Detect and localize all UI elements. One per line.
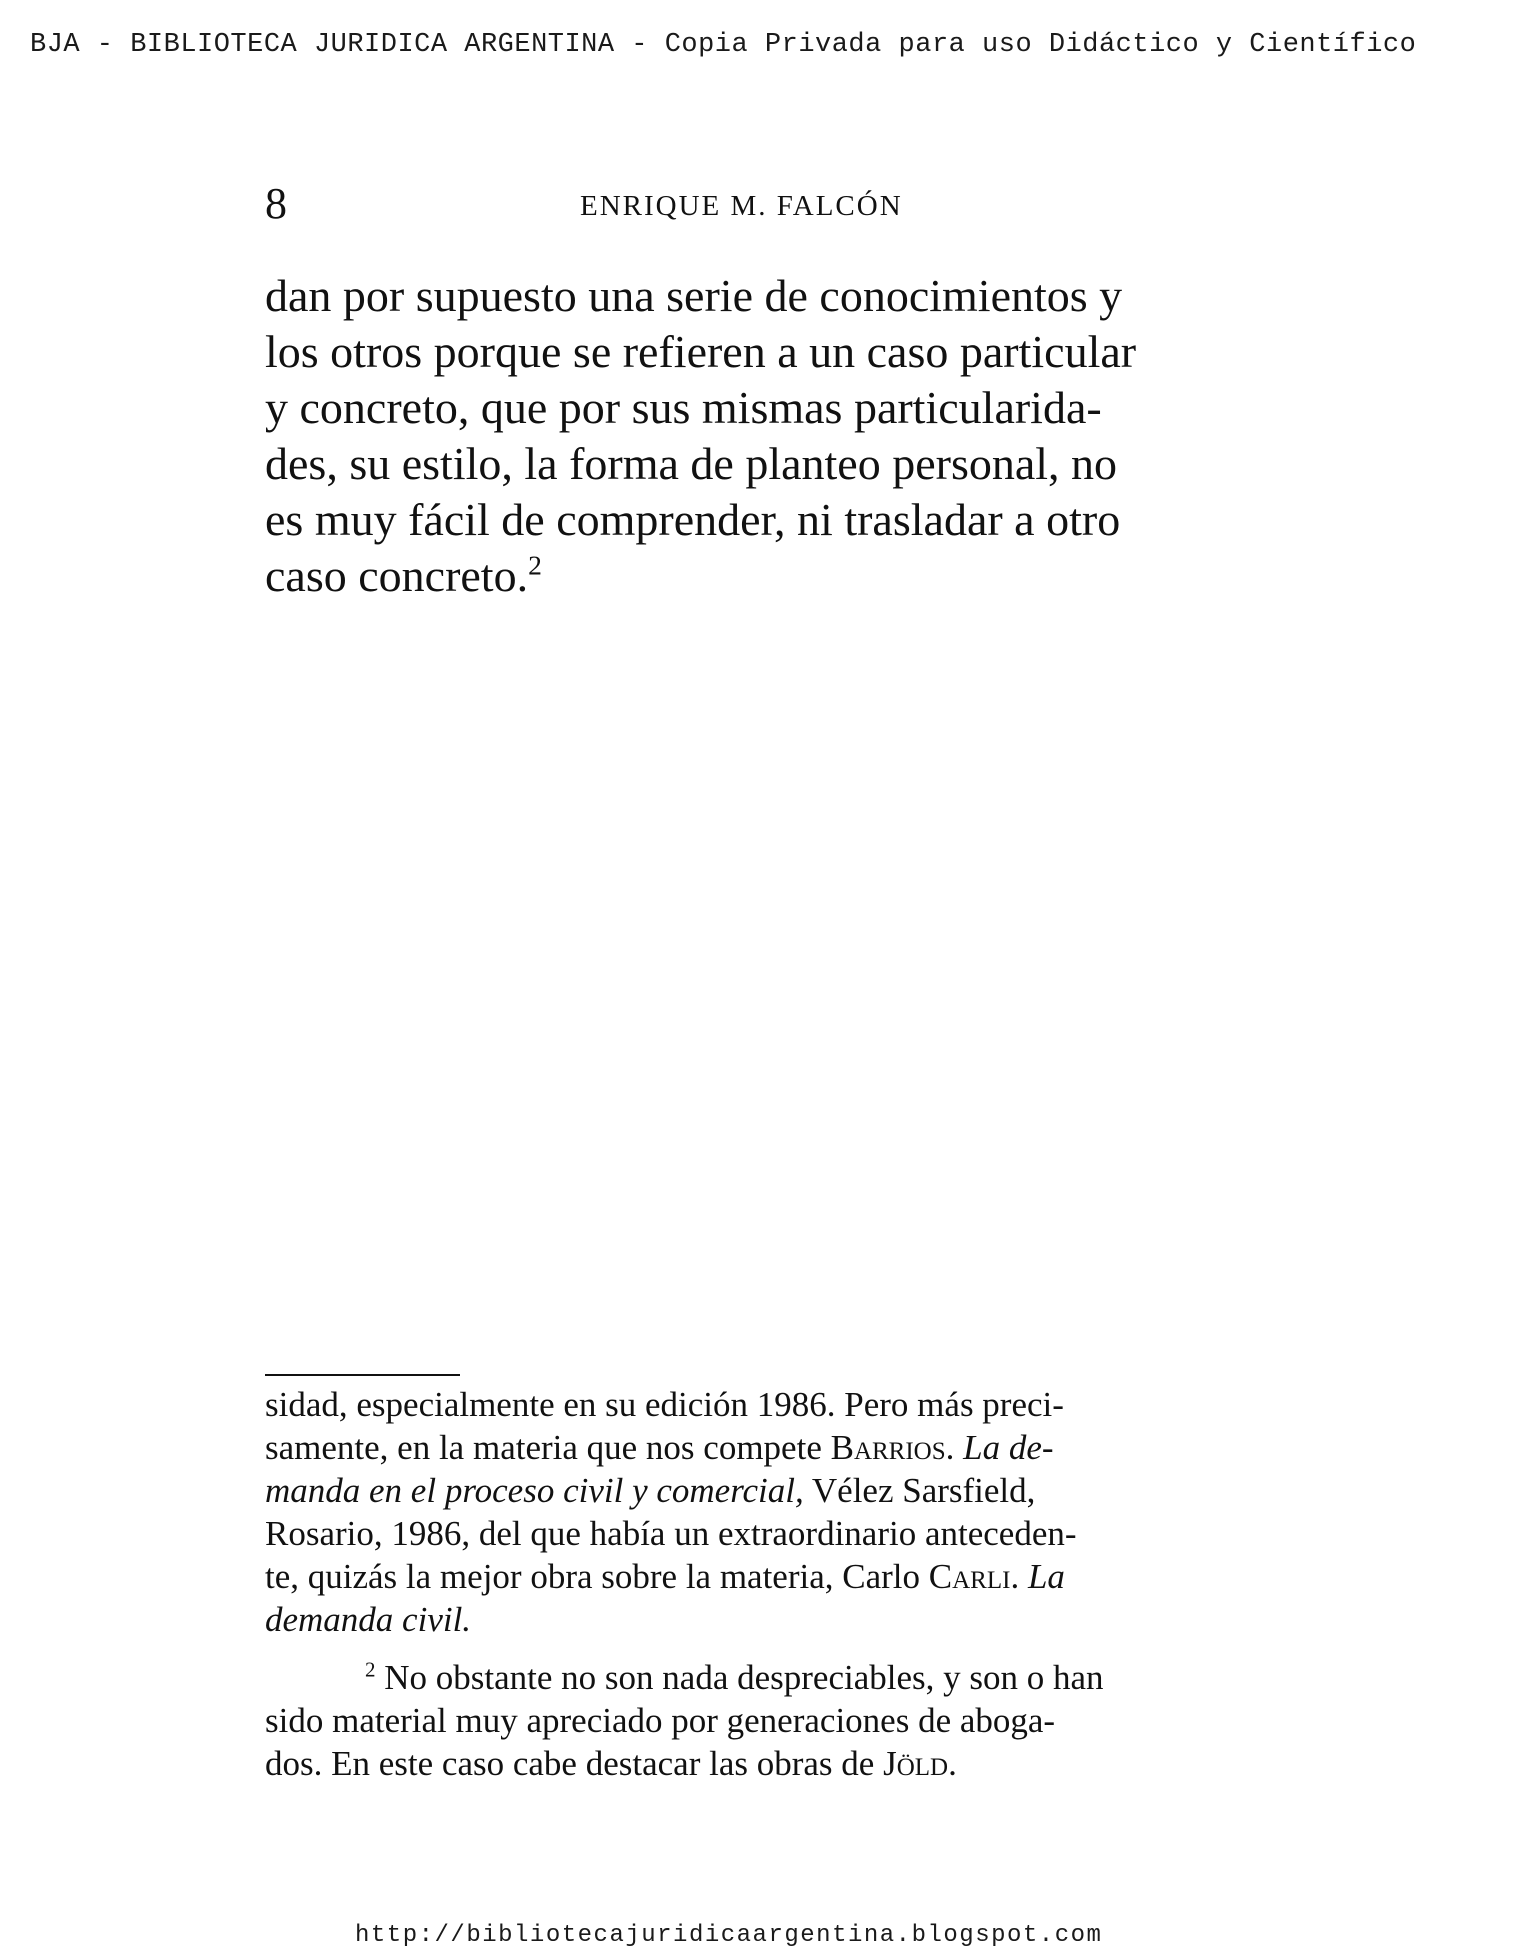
cited-title: La bbox=[1027, 1557, 1065, 1596]
watermark-banner: BJA - BIBLIOTECA JURIDICA ARGENTINA - Copia Privada para uso Didáctico y Científico bbox=[30, 30, 1417, 60]
footnote-text: Vélez Sarsfield, bbox=[803, 1471, 1036, 1510]
footnote-text: . bbox=[1010, 1557, 1028, 1596]
body-line: des, su estilo, la forma de planteo personal, no bbox=[265, 438, 1118, 489]
footnote-text: . bbox=[948, 1744, 957, 1783]
footnote-line: Rosario, 1986, del que había un extraordinario anteceden- bbox=[265, 1514, 1077, 1553]
footnote-line bbox=[265, 1598, 1289, 1641]
body-line: los otros porque se refieren a un caso particular bbox=[265, 326, 1137, 377]
body-line: y concreto, que por sus mismas particularida- bbox=[265, 382, 1102, 433]
page-number: 8 bbox=[265, 179, 287, 228]
cited-author: Jöld bbox=[883, 1744, 949, 1783]
body-line: dan por supuesto una serie de conocimientos y bbox=[265, 270, 1123, 321]
footnote-separator bbox=[265, 1374, 460, 1376]
cited-author: Carli bbox=[928, 1557, 1011, 1596]
footnote-text: No obstante no son nada despreciables, y son o han bbox=[375, 1658, 1104, 1697]
footnote-line: sidad, especialmente en su edición 1986. Pero más preci- bbox=[265, 1385, 1064, 1424]
footnote-line bbox=[265, 1426, 1289, 1469]
cited-title: demanda civil. bbox=[265, 1600, 472, 1639]
footnote-reference: 2 bbox=[528, 549, 542, 581]
footnote-2 bbox=[265, 1656, 1289, 1785]
footnote-line bbox=[265, 1555, 1289, 1598]
body-line: es muy fácil de comprender, ni trasladar a otro bbox=[265, 494, 1121, 545]
footnote-continuation bbox=[265, 1383, 1289, 1641]
body-line-last bbox=[265, 548, 1289, 604]
cited-author: Barrios bbox=[830, 1428, 946, 1467]
cited-title: manda en el proceso civil y comercial, bbox=[265, 1471, 804, 1510]
running-head bbox=[265, 178, 1289, 238]
cited-title: La de- bbox=[963, 1428, 1054, 1467]
footnote-text: te, quizás la mejor obra sobre la materia, Carlo bbox=[265, 1557, 929, 1596]
footnote-line bbox=[265, 1469, 1289, 1512]
running-head-author: ENRIQUE M. FALCÓN bbox=[580, 190, 903, 222]
footnote-text: samente, en la materia que nos compete bbox=[265, 1428, 831, 1467]
footnote-marker: 2 bbox=[365, 1657, 376, 1682]
footnote-text: . bbox=[945, 1428, 964, 1467]
watermark-url: http://bibliotecajuridicaargentina.blogspot.com bbox=[355, 1922, 1103, 1949]
footnotes bbox=[265, 1383, 1289, 1785]
footnote-line: sido material muy apreciado por generaciones de aboga- bbox=[265, 1701, 1056, 1740]
footnote-text: dos. En este caso cabe destacar las obras de bbox=[265, 1744, 884, 1783]
body-line-text: caso concreto. bbox=[265, 550, 529, 601]
footnote-line bbox=[265, 1742, 1289, 1785]
body-paragraph bbox=[265, 268, 1289, 604]
footnote-line bbox=[265, 1656, 1289, 1699]
